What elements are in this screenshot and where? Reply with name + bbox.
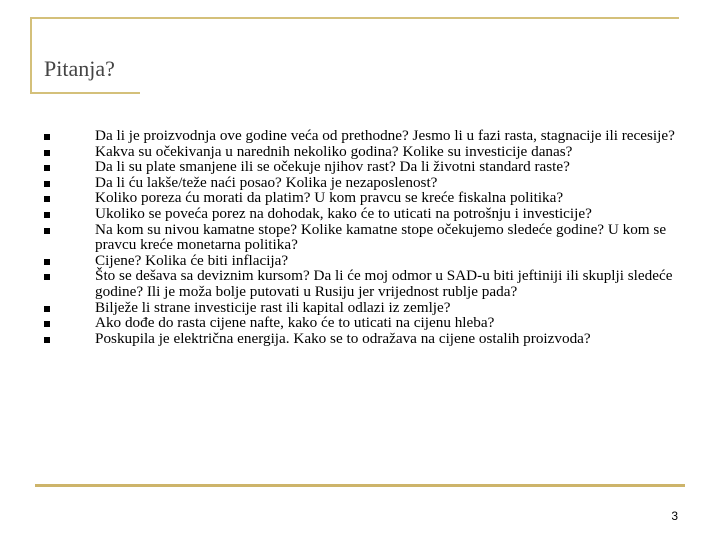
list-item <box>43 315 693 331</box>
list-item-text: Poskupila je električna energija. Kako se to odražava na cijene ostalih proizvoda? <box>95 329 591 347</box>
list-item-text: Da li su plate smanjene ili se očekuje njihov rast? Da li životni standard raste? <box>95 158 570 176</box>
list-item <box>43 175 693 191</box>
list-item-text: Cijene? Kolika će biti inflacija? <box>95 251 289 269</box>
frame-top-line <box>30 17 679 19</box>
list-item <box>43 190 693 206</box>
bottom-divider <box>35 484 685 487</box>
list-item-text: Ukoliko se poveća porez na dohodak, kako će to uticati na potrošnju i investicije? <box>95 204 592 222</box>
list-item-text: Ako dođe do rasta cijene nafte, kako će to uticati na cijenu hleba? <box>95 314 495 332</box>
square-bullet-icon <box>44 259 50 265</box>
list-item-text: Da li je proizvodnja ove godine veća od prethodne? Jesmo li u fazi rasta, stagnacije ili recesije? <box>95 127 675 144</box>
list-item <box>43 268 693 299</box>
slide-title: Pitanja? <box>44 56 115 81</box>
square-bullet-icon <box>44 306 50 312</box>
frame-left-line <box>30 17 32 94</box>
square-bullet-icon <box>44 150 50 156</box>
list-item <box>43 222 693 253</box>
list-item <box>43 331 693 347</box>
square-bullet-icon <box>44 228 50 234</box>
square-bullet-icon <box>44 274 50 280</box>
list-item <box>43 253 693 269</box>
list-item-text: Da li ću lakše/teže naći posao? Kolika je nezaposlenost? <box>95 173 438 191</box>
list-item-text: Kakva su očekivanja u narednih nekoliko godina? Kolike su investicije danas? <box>95 142 573 160</box>
list-item <box>43 206 693 222</box>
list-item <box>43 159 693 175</box>
square-bullet-icon <box>44 212 50 218</box>
square-bullet-icon <box>44 134 50 140</box>
list-item-text: Koliko poreza ću morati da platim? U kom pravcu se kreće fiskalna politika? <box>95 189 564 207</box>
square-bullet-icon <box>44 337 50 343</box>
question-list <box>43 128 693 346</box>
square-bullet-icon <box>44 181 50 187</box>
list-item <box>43 300 693 316</box>
list-item <box>43 144 693 160</box>
list-item-text: Na kom su nivou kamatne stope? Kolike kamatne stope očekujemo sledeće godine? U kom se pravcu kreće monetarna politika? <box>95 220 667 254</box>
square-bullet-icon <box>44 196 50 202</box>
list-item-text: Bilježe li strane investicije rast ili kapital odlazi iz zemlje? <box>95 298 451 316</box>
page-number: 3 <box>671 509 678 523</box>
square-bullet-icon <box>44 321 50 327</box>
square-bullet-icon <box>44 165 50 171</box>
list-item-text: Što se dešava sa deviznim kursom? Da li će moj odmor u SAD-u biti jeftiniji ili skuplji sledeće godine? Ili je moža bolje putovati u Rusiju jer vrijednost rublje pada? <box>95 267 673 300</box>
list-item <box>43 128 693 144</box>
title-underline <box>30 92 140 94</box>
